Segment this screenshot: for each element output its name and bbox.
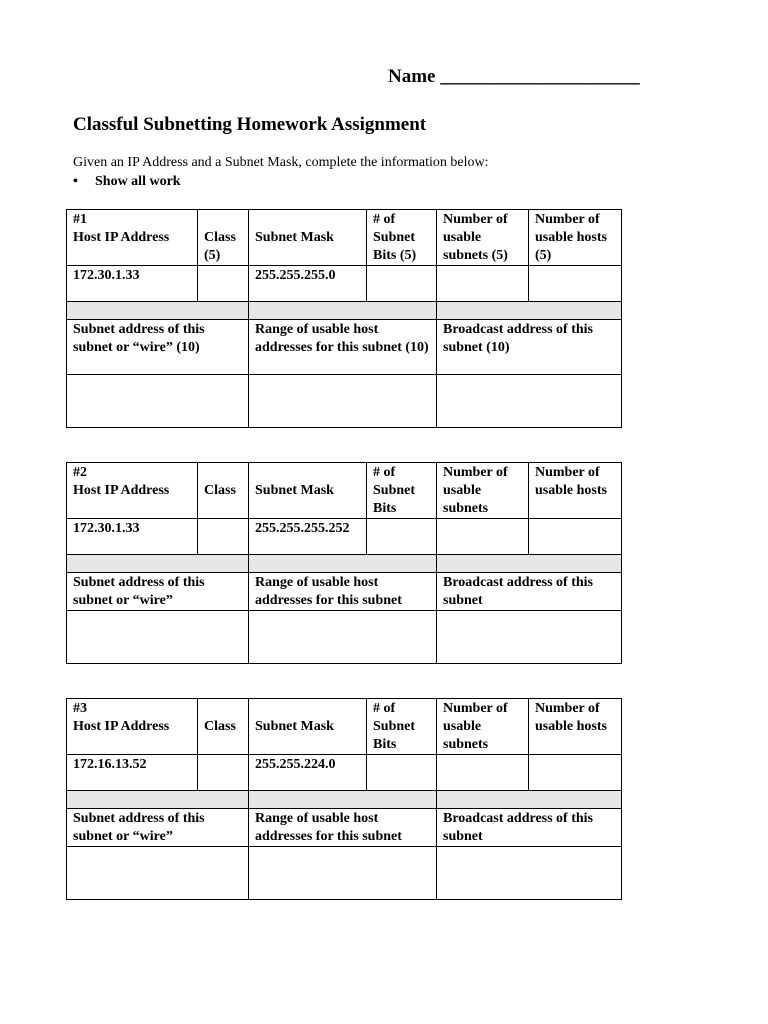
problem-values-row bbox=[67, 755, 622, 791]
problem-2-table bbox=[66, 462, 622, 664]
class-header bbox=[198, 210, 249, 266]
broadcast-address-answer-cell[interactable] bbox=[437, 375, 622, 428]
bullet-show-work bbox=[73, 174, 181, 190]
host-ip-header-label: Host IP Address bbox=[73, 483, 170, 498]
host-ip-header-label: Host IP Address bbox=[73, 719, 170, 734]
subnet-mask-value: 255.255.255.252 bbox=[249, 519, 367, 555]
broadcast-address-header: Broadcast address of this subnet bbox=[437, 809, 622, 847]
name-field-label: Name _____________________ bbox=[388, 66, 640, 87]
usable-subnets-header: Number of usable subnets bbox=[437, 463, 529, 519]
subnet-mask-header bbox=[249, 210, 367, 266]
host-ip-value: 172.30.1.33 bbox=[67, 266, 198, 302]
problem-number: #3 bbox=[73, 701, 87, 716]
problem-header-row bbox=[67, 699, 622, 755]
address-answer-row bbox=[67, 847, 622, 900]
bullet-icon: • bbox=[73, 174, 78, 189]
problem-values-row bbox=[67, 266, 622, 302]
address-header-row bbox=[67, 320, 622, 375]
class-answer-cell[interactable] bbox=[198, 519, 249, 555]
subnet-mask-header bbox=[249, 463, 367, 519]
host-range-answer-cell[interactable] bbox=[249, 611, 437, 664]
subnet-mask-header-label: Subnet Mask bbox=[255, 719, 334, 734]
host-ip-header bbox=[67, 463, 198, 519]
subnet-bits-answer-cell[interactable] bbox=[367, 266, 437, 302]
broadcast-address-header: Broadcast address of this subnet bbox=[437, 573, 622, 611]
subnet-address-header: Subnet address of this subnet or “wire” bbox=[67, 573, 249, 611]
host-ip-header-label: Host IP Address bbox=[73, 230, 170, 245]
broadcast-address-answer-cell[interactable] bbox=[437, 611, 622, 664]
address-header-row bbox=[67, 809, 622, 847]
divider-row bbox=[67, 302, 622, 320]
problem-number: #2 bbox=[73, 465, 87, 480]
host-range-answer-cell[interactable] bbox=[249, 375, 437, 428]
host-ip-value: 172.16.13.52 bbox=[67, 755, 198, 791]
usable-subnets-answer-cell[interactable] bbox=[437, 519, 529, 555]
problem-header-row bbox=[67, 463, 622, 519]
divider-row bbox=[67, 555, 622, 573]
host-ip-header bbox=[67, 210, 198, 266]
class-header bbox=[198, 699, 249, 755]
problem-values-row bbox=[67, 519, 622, 555]
host-range-header: Range of usable host addresses for this subnet bbox=[249, 809, 437, 847]
subnet-mask-header-label: Subnet Mask bbox=[255, 230, 334, 245]
class-answer-cell[interactable] bbox=[198, 266, 249, 302]
usable-hosts-answer-cell[interactable] bbox=[529, 519, 622, 555]
subnet-bits-header: # of Subnet Bits (5) bbox=[367, 210, 437, 266]
host-range-header: Range of usable host addresses for this subnet (10) bbox=[249, 320, 437, 375]
usable-subnets-header: Number of usable subnets (5) bbox=[437, 210, 529, 266]
class-header-label: Class (5) bbox=[204, 230, 236, 263]
problem-number: #1 bbox=[73, 212, 87, 227]
subnet-mask-value: 255.255.224.0 bbox=[249, 755, 367, 791]
usable-hosts-header: Number of usable hosts (5) bbox=[529, 210, 622, 266]
class-header-label: Class bbox=[204, 719, 236, 734]
subnet-mask-header bbox=[249, 699, 367, 755]
divider-row bbox=[67, 791, 622, 809]
usable-hosts-header: Number of usable hosts bbox=[529, 699, 622, 755]
host-ip-header bbox=[67, 699, 198, 755]
subnet-address-header: Subnet address of this subnet or “wire” bbox=[67, 809, 249, 847]
subnet-bits-header: # of Subnet Bits bbox=[367, 699, 437, 755]
bullet-text: Show all work bbox=[95, 174, 181, 189]
usable-subnets-header: Number of usable subnets bbox=[437, 699, 529, 755]
broadcast-address-header: Broadcast address of this subnet (10) bbox=[437, 320, 622, 375]
host-ip-value: 172.30.1.33 bbox=[67, 519, 198, 555]
page-title: Classful Subnetting Homework Assignment bbox=[73, 114, 427, 135]
usable-hosts-header: Number of usable hosts bbox=[529, 463, 622, 519]
class-answer-cell[interactable] bbox=[198, 755, 249, 791]
broadcast-address-answer-cell[interactable] bbox=[437, 847, 622, 900]
address-answer-row bbox=[67, 375, 622, 428]
problem-1-table bbox=[66, 209, 622, 428]
problem-3-table bbox=[66, 698, 622, 900]
subnet-mask-value: 255.255.255.0 bbox=[249, 266, 367, 302]
usable-hosts-answer-cell[interactable] bbox=[529, 755, 622, 791]
subnet-mask-header-label: Subnet Mask bbox=[255, 483, 334, 498]
usable-hosts-answer-cell[interactable] bbox=[529, 266, 622, 302]
problem-header-row bbox=[67, 210, 622, 266]
host-range-answer-cell[interactable] bbox=[249, 847, 437, 900]
subnet-address-answer-cell[interactable] bbox=[67, 611, 249, 664]
address-answer-row bbox=[67, 611, 622, 664]
subnet-bits-answer-cell[interactable] bbox=[367, 755, 437, 791]
class-header-label: Class bbox=[204, 483, 236, 498]
subnet-bits-header: # of Subnet Bits bbox=[367, 463, 437, 519]
address-header-row bbox=[67, 573, 622, 611]
subnet-address-header: Subnet address of this subnet or “wire” (10) bbox=[67, 320, 249, 375]
host-range-header: Range of usable host addresses for this subnet bbox=[249, 573, 437, 611]
instructions-text: Given an IP Address and a Subnet Mask, complete the information below: bbox=[73, 155, 489, 170]
subnet-address-answer-cell[interactable] bbox=[67, 847, 249, 900]
usable-subnets-answer-cell[interactable] bbox=[437, 266, 529, 302]
class-header bbox=[198, 463, 249, 519]
subnet-address-answer-cell[interactable] bbox=[67, 375, 249, 428]
subnet-bits-answer-cell[interactable] bbox=[367, 519, 437, 555]
usable-subnets-answer-cell[interactable] bbox=[437, 755, 529, 791]
